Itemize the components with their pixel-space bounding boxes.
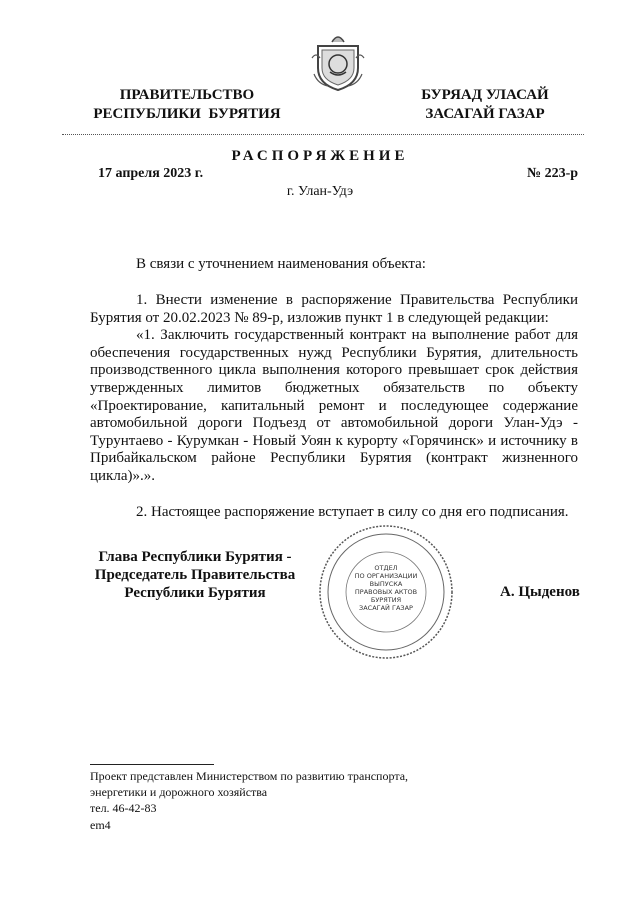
coat-of-arms-icon — [308, 28, 368, 92]
official-seal — [316, 522, 456, 662]
item-1-quote: «1. Заключить государственный контракт на выполнение работ для обеспечения государственных нужд Республики Бурятия, длительность производственного цикла выполнения которого превышает срок действия утвержденных лимитов бюджетных обязательств по объекту «Проектирование, капитальный ремонт и последующее содержание автомобильной дороги Подъезд от автомобильной дороги Улан-Удэ - Турунтаево - Курумкан - Новый Уоян к курорту «Горячинск» и источнику в Прибайкальском районе Республики Бурятия (контракт жизненного цикла)».». — [90, 327, 578, 484]
position-line3: Республики Бурятия — [124, 585, 266, 601]
document-code: em4 — [90, 818, 111, 832]
item-2: 2. Настоящее распоряжение вступает в силу со дня его подписания. — [136, 503, 569, 520]
header-right — [400, 86, 570, 124]
seal-line2: ПО ОРГАНИЗАЦИИ — [354, 572, 418, 580]
item-1: 1. Внести изменение в распоряжение Правительства Республики Бурятия от 20.02.2023 № 89-р, изложив пункт 1 в следующей редакции: — [90, 292, 578, 326]
header-divider — [62, 134, 584, 135]
order-date: 17 апреля 2023 г. — [98, 166, 204, 181]
footer-line3: тел. 46-42-83 — [90, 801, 157, 815]
position-line1: Глава Республики Бурятия - — [98, 549, 292, 565]
order-body — [90, 292, 578, 521]
header-left-line2: РЕСПУБЛИКИ БУРЯТИЯ — [93, 106, 281, 122]
position-line2: Председатель Правительства — [94, 567, 296, 583]
footer-line2: энергетики и дорожного хозяйства — [90, 785, 268, 799]
header-left — [92, 86, 282, 124]
signatory-position — [80, 548, 310, 602]
seal-line1: ОТДЕЛ — [374, 564, 398, 572]
order-city: г. Улан-Удэ — [286, 184, 354, 199]
seal-line6: ЗАСАГАЙ ГАЗАР — [359, 604, 413, 612]
footer-note — [90, 768, 408, 816]
order-title: РАСПОРЯЖЕНИЕ — [231, 148, 409, 164]
footer-line1: Проект представлен Министерством по развитию транспорта, — [90, 769, 409, 783]
order-number: № 223-р — [527, 166, 579, 181]
header-right-line1: БУРЯАД УЛАСАЙ — [421, 87, 549, 103]
signatory-name: А. Цыденов — [500, 584, 580, 600]
intro-text: В связи с уточнением наименования объекта: — [136, 256, 426, 272]
header-right-line2: ЗАСАГАЙ ГАЗАР — [425, 106, 545, 122]
seal-line4: ПРАВОВЫХ АКТОВ — [354, 588, 418, 596]
header-left-line1: ПРАВИТЕЛЬСТВО — [119, 87, 255, 103]
seal-line5: БУРЯТИЯ — [370, 596, 402, 604]
seal-line3: ВЫПУСКА — [369, 580, 403, 588]
footer-rule — [90, 764, 214, 765]
